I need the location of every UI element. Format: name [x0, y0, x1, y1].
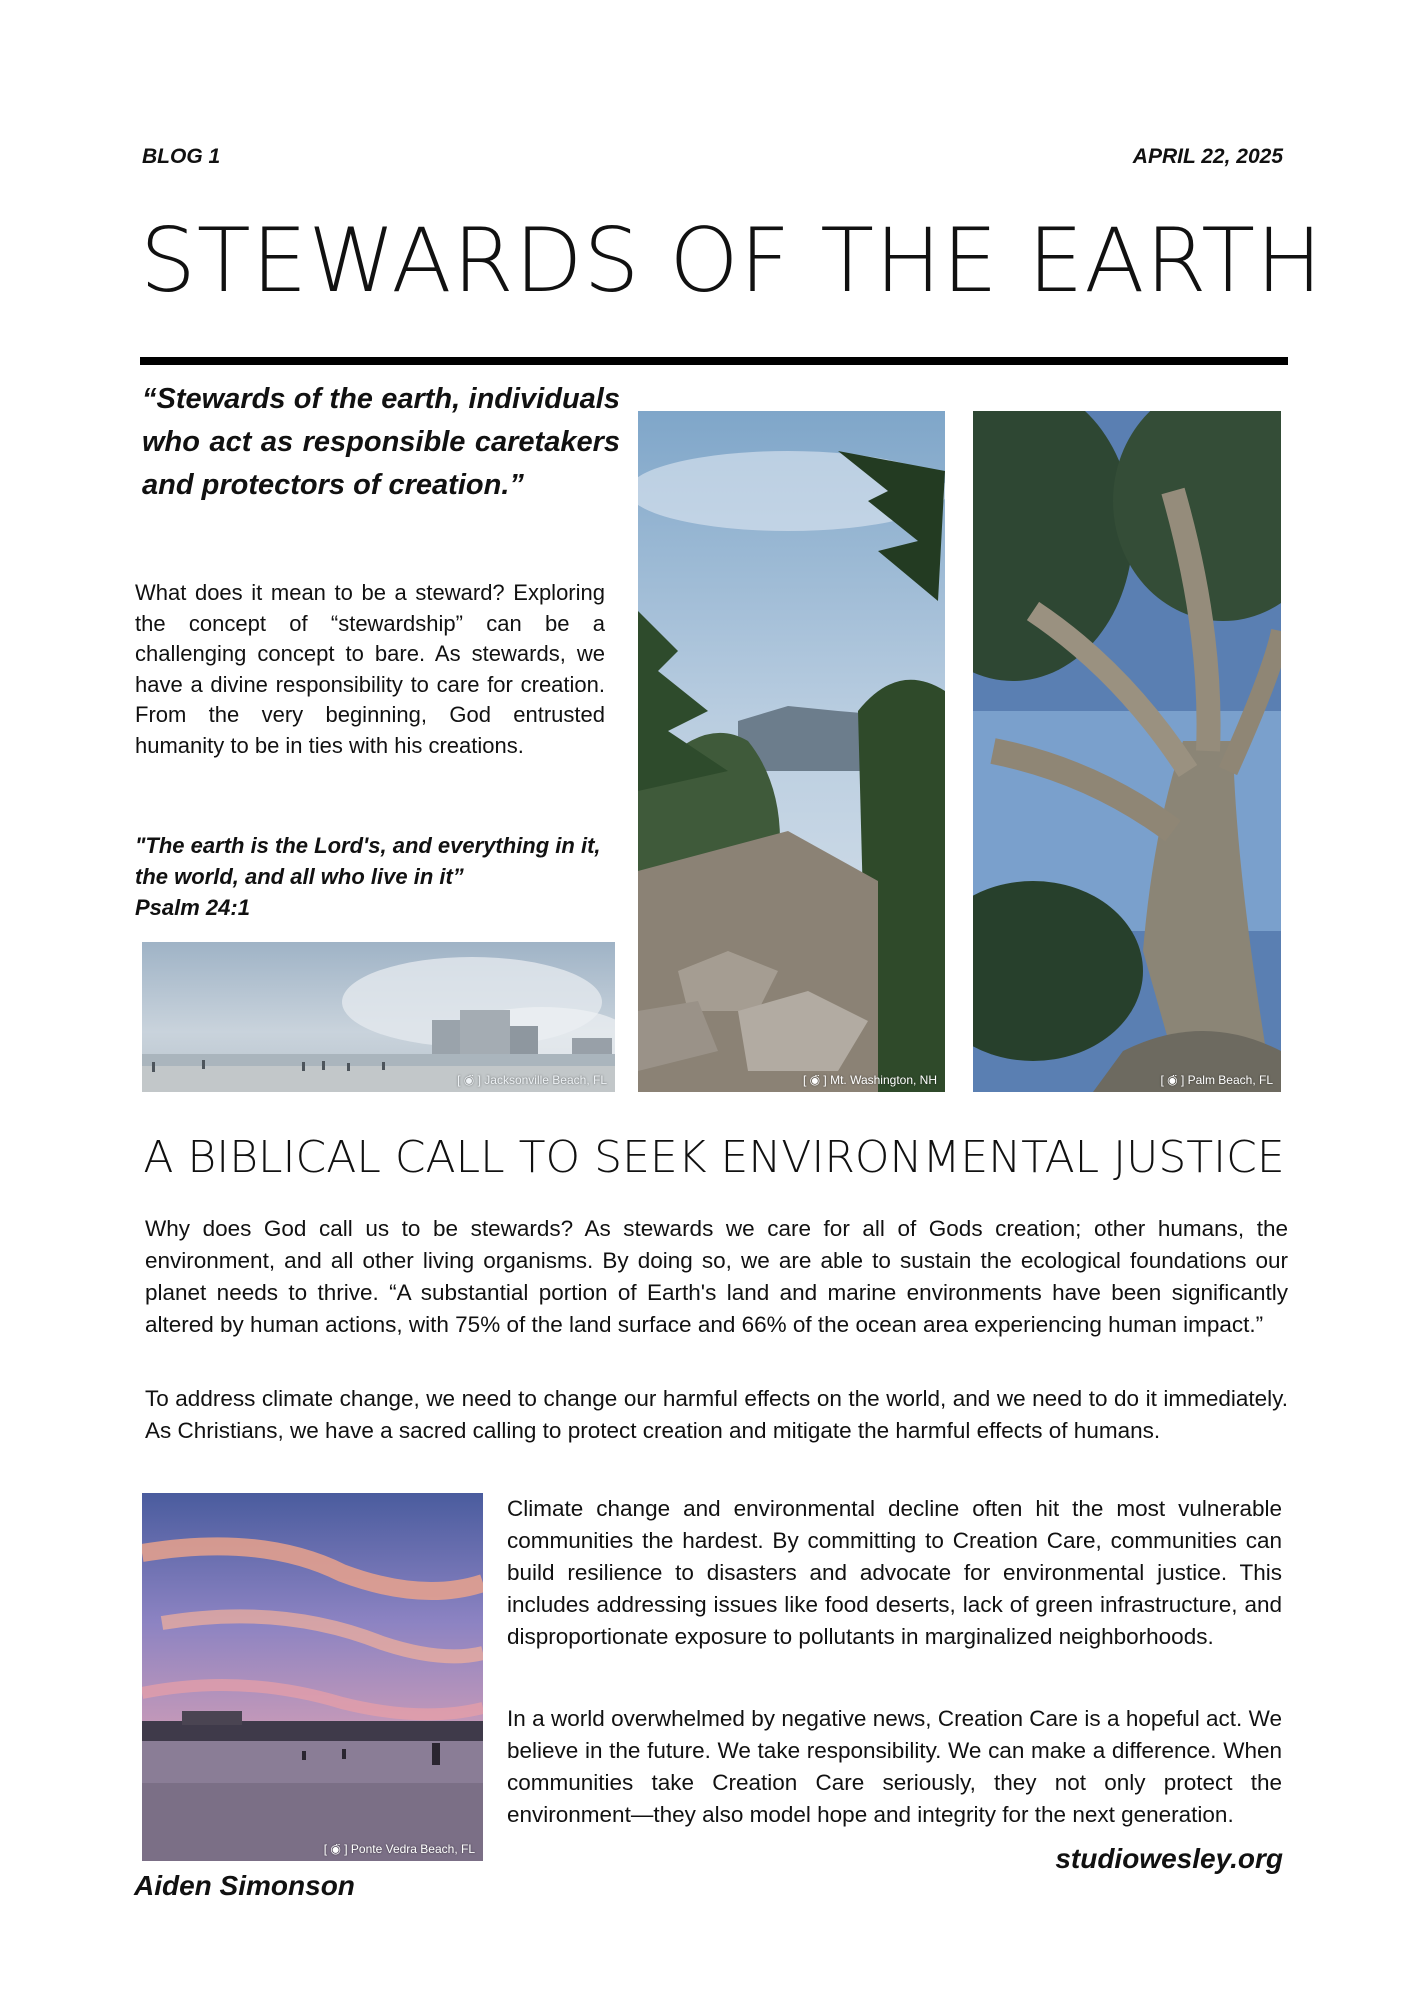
post-date: APRIL 22, 2025 [1132, 145, 1283, 168]
section-heading: A BIBLICAL CALL TO SEEK ENVIRONMENTAL JUSTICE [143, 1132, 1285, 1183]
scripture-text: "The earth is the Lord's, and everything in it, the world, and all who live in it” [135, 833, 601, 889]
body-paragraph-2: To address climate change, we need to change our harmful effects on the world, and we need to do it immediately. As Christians, we have a sacred calling to protect creation and mitigate the harmful effects of humans. [145, 1386, 1288, 1443]
site-link[interactable]: studiowesley.org [1055, 1843, 1283, 1874]
scripture-quote [135, 830, 615, 923]
scripture-reference: Psalm 24:1 [135, 895, 250, 920]
photo-caption: [ ◉̈ ] Ponte Vedra Beach, FL [323, 1842, 475, 1856]
body-paragraph-3: Climate change and environmental decline often hit the most vulnerable communities the hardest. By committing to Creation Care, communities can build resilience to disasters and advocate for environmental justice. This includes addressing issues like food deserts, lack of green infrastructure, and disproportionate exposure to pollutants in marginalized neighborhoods. [507, 1496, 1282, 1649]
photo-jacksonville-beach [142, 942, 615, 1092]
author-name: Aiden Simonson [134, 1870, 355, 1901]
body-paragraph-4: In a world overwhelmed by negative news, Creation Care is a hopeful act. We believe in the future. We take responsibility. We can make a difference. When communities take Creation Care seriously, they not only protect the environment—they also model hope and integrity for the next generation. [507, 1706, 1282, 1827]
title-divider [140, 357, 1288, 365]
photo-caption: [ ◉̈ ] Jacksonville Beach, FL [457, 1073, 607, 1087]
pull-quote: “Stewards of the earth, individuals who act as responsible caretakers and protectors of creation.” [142, 383, 620, 501]
photo-caption: [ ◉̈ ] Palm Beach, FL [1160, 1073, 1273, 1087]
photo-mt-washington [638, 411, 945, 1092]
photo-palm-beach [973, 411, 1281, 1092]
body-paragraph-1: Why does God call us to be stewards? As stewards we care for all of Gods creation; other humans, the environment, and all other living organisms. By doing so, we are able to sustain the ecological foundations our planet needs to thrive. “A substantial portion of Earth's land and marine environments have been significantly altered by human actions, with 75% of the land surface and 66% of the ocean area experiencing human impact.” [145, 1216, 1288, 1337]
page-title: STEWARDS OF THE EARTH [140, 209, 1324, 312]
blog-label: BLOG 1 [142, 145, 221, 168]
photo-ponte-vedra-beach [142, 1493, 483, 1861]
photo-caption: [ ◉̈ ] Mt. Washington, NH [802, 1073, 937, 1087]
intro-paragraph: What does it mean to be a steward? Exploring the concept of “stewardship” can be a challenging concept to bare. As stewards, we have a divine responsibility to care for creation. From the very beginning, God entrusted humanity to be in ties with his creations. [135, 580, 605, 758]
